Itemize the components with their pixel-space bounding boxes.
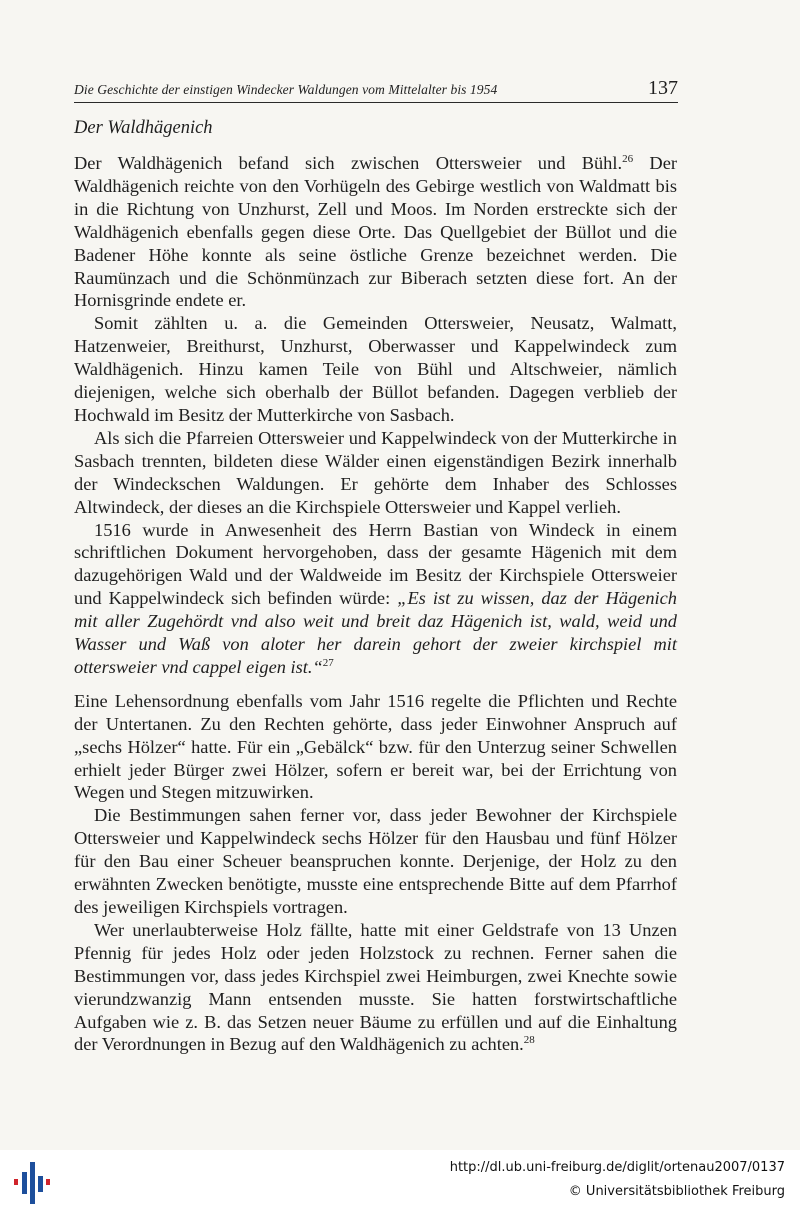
- running-title: Die Geschichte der einstigen Windecker Waldungen vom Mittelalter bis 1954: [74, 82, 498, 97]
- paragraph-4: [74, 519, 677, 679]
- library-footer: [0, 1150, 800, 1212]
- copyright-notice: © Universitätsbibliothek Freiburg: [568, 1184, 785, 1199]
- historical-quote: „Es ist zu wissen, daz der Hägenich mit aller Zugehördt vnd also weit und breit daz Hägenich ist, wald, weid und Wasser und Waß von aloter her darein gehort der zweier kirchspiel mit ottersweier vnd cappel eigen ist.“: [74, 588, 677, 677]
- paragraph-7: [74, 919, 677, 1056]
- paragraph-2: Somit zählten u. a. die Gemeinden Ottersweier, Neusatz, Walmatt, Hatzenweier, Breithurst, Unzhurst, Oberwasser und Kappelwindeck zum Waldhägenich. Hinzu kamen Teile von Bühl und Altschweier, nämlich diejenigen, welche sich oberhalb der Büllot befanden. Dagegen verblieb der Hochwald im Besitz der Mutterkirche von Sasbach.: [74, 313, 677, 425]
- paragraph-1: [74, 152, 677, 312]
- body-text: [74, 152, 677, 1056]
- section-title: Der Waldhägenich: [74, 118, 213, 138]
- ub-freiburg-logo-icon: [10, 1162, 54, 1204]
- paragraph-4-text: 1516 wurde in Anwesenheit des Herrn Bastian von Windeck in einem schriftlichen Dokument hervorgehoben, dass der gesamte Hägenich mit dem dazugehörigen Wald und der Waldweide im Besitz der Kirchspiele Ottersweier und Kappelwindeck sich befinden würde:: [74, 519, 677, 609]
- paragraph-6: Die Bestimmungen sahen ferner vor, dass jeder Bewohner der Kirchspiele Ottersweier und Kappelwindeck sechs Hölzer für den Hausbau und fünf Hölzer für den Bau einer Scheuer beanspruchen konnte. Derjenige, der Holz zu den erwähnten Zwecken benötigte, musste eine entsprechende Bitte auf dem Pfarrhof des jeweiligen Kirchspiels vortragen.: [74, 805, 677, 917]
- footnote-ref-26: 26: [622, 152, 634, 165]
- paragraph-1-text: Der Waldhägenich befand sich zwischen Ottersweier und Bühl.: [74, 153, 623, 173]
- footnote-ref-28: 28: [523, 1034, 535, 1047]
- paragraph-1-text-continued: Der Waldhägenich reichte von den Vorhügeln des Gebirge westlich von Waldmatt bis in die Richtung von Unzhurst, Zell und Moos. Im Norden erstreckte sich der Waldhägenich ebenfalls gegen diese Orte. Das Quellgebiet der Büllot und die Badener Höhe konnte als seine östliche Grenze bezeichnet werden. Die Raumünzach und die Schönmünzach zur Biberach setzten diese fort. An der Hornisgrinde endete er.: [74, 153, 677, 311]
- paragraph-3: Als sich die Pfarreien Ottersweier und Kappelwindeck von der Mutterkirche in Sasbach trennten, bildeten diese Wälder einen eigenständigen Bezirk innerhalb der Windeckschen Waldungen. Er gehörte dem Inhaber des Schlosses Altwindeck, der dieses an die Kirchspiele Ottersweier und Kappel verlieh.: [74, 427, 677, 517]
- digital-collection-url[interactable]: http://dl.ub.uni-freiburg.de/diglit/ortenau2007/0137: [449, 1160, 785, 1175]
- paragraph-5: Eine Lehensordnung ebenfalls vom Jahr 1516 regelte die Pflichten und Rechte der Untertanen. Zu den Rechten gehörte, dass jeder Einwohner Anspruch auf „sechs Hölzer“ hatte. Für ein „Gebälck“ bzw. für den Unterzug seiner Schwellen erhielt jeder Bürger zwei Hölzer, sofern er bereit war, bei der Errichtung von Wegen und Stegen mitzuwirken.: [74, 690, 677, 803]
- paragraph-7-text: Wer unerlaubterweise Holz fällte, hatte mit einer Geldstrafe von 13 Unzen Pfennig für jedes Holz oder jeden Holzstock zu rechnen. Ferner sahen die Bestimmungen vor, dass jedes Kirchspiel zwei Heimburgen, zwei Knechte sowie vierundzwanzig Mann entsenden musste. Sie hatten forstwirtschaftliche Aufgaben wie z. B. das Setzen neuer Bäume zu erfüllen und auf die Einhaltung der Verordnungen in Bezug auf den Waldhägenich zu achten.: [74, 919, 677, 1055]
- page-number: 137: [648, 77, 678, 99]
- running-head: [74, 78, 678, 103]
- footnote-ref-27: 27: [322, 656, 334, 669]
